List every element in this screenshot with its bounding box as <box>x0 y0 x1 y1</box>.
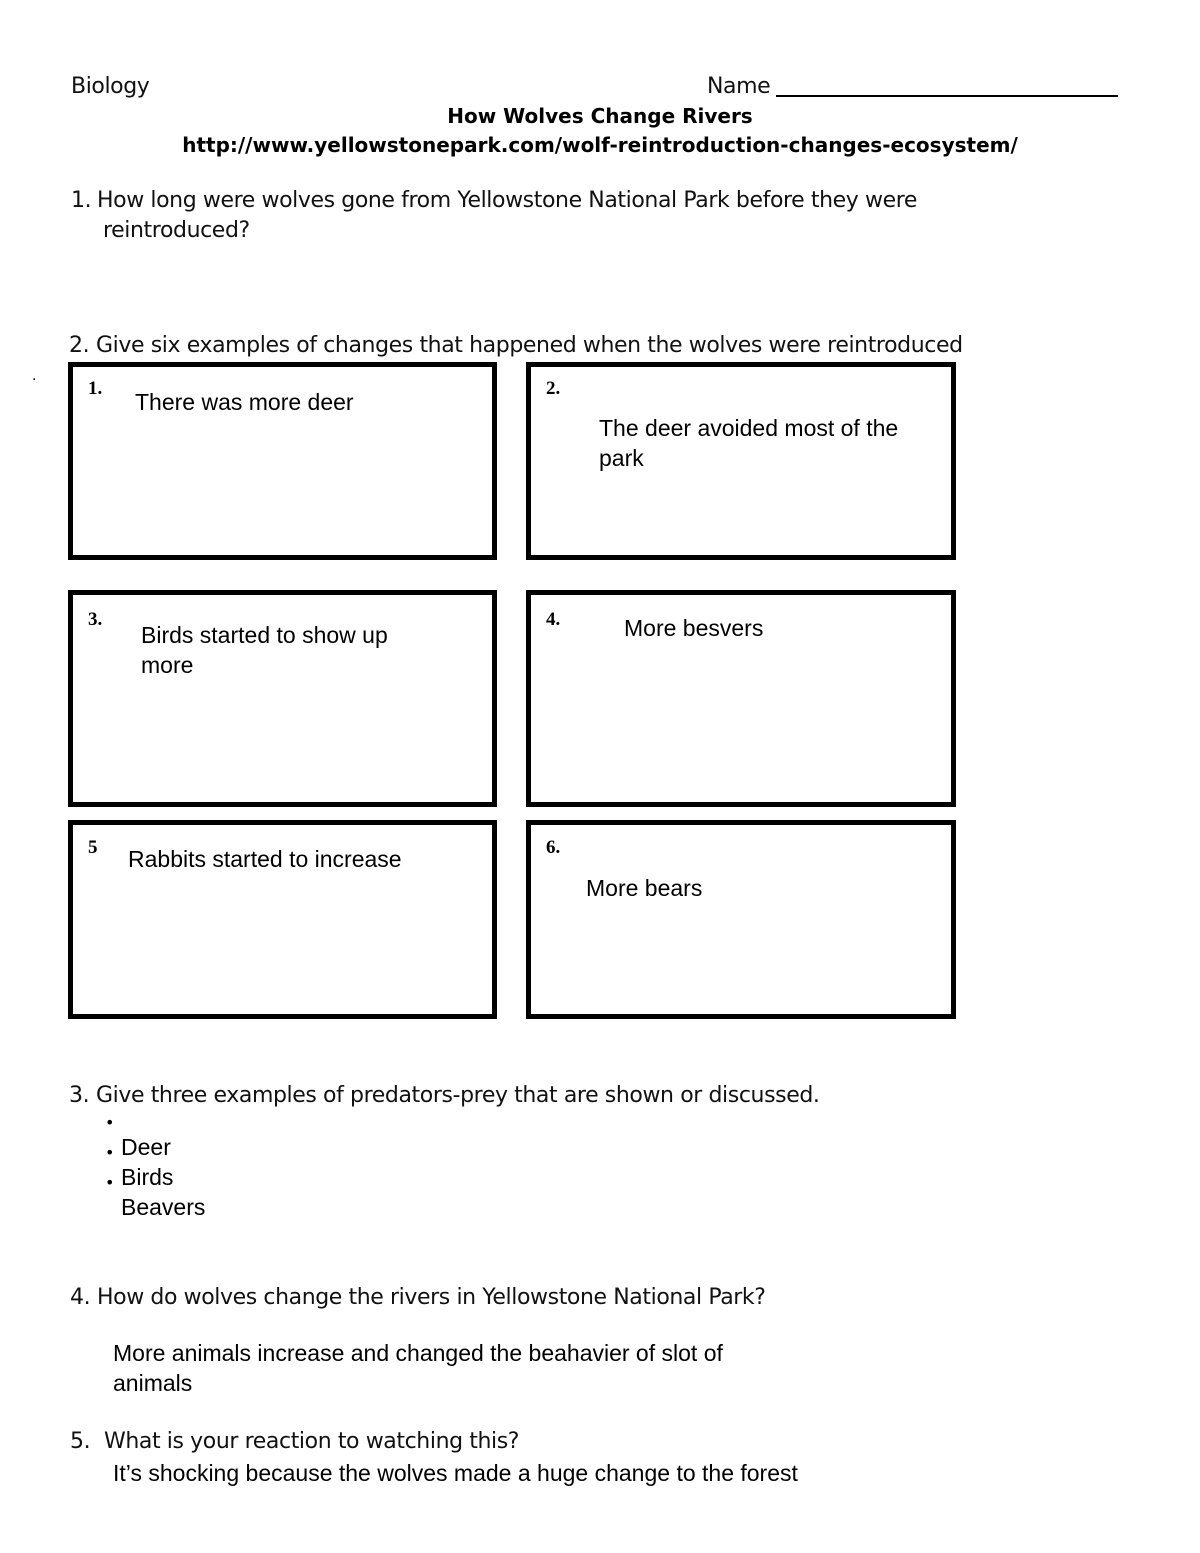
box-4-answer: More besvers <box>624 615 764 641</box>
box-2-answer: The deer avoided most of the park <box>599 415 899 471</box>
answer-box-6[interactable] <box>526 820 956 1019</box>
question-5-answer: It’s shocking because the wolves made a huge change to the forest <box>113 1460 798 1486</box>
answer-box-2[interactable] <box>526 362 956 560</box>
box-4-number: 4. <box>546 609 561 630</box>
question-1-line-2: reintroduced? <box>103 218 250 243</box>
predator-prey-answer-2: Birds <box>121 1164 174 1190</box>
question-2-number: 2. <box>69 333 90 358</box>
box-1-answer: There was more deer <box>135 389 354 415</box>
name-label: Name <box>707 74 771 99</box>
worksheet-title: How Wolves Change Rivers <box>447 104 753 128</box>
question-4-answer-line-1: More animals increase and changed the beahavier of slot of <box>113 1340 723 1366</box>
question-3-text: Give three examples of predators-prey that are shown or discussed. <box>96 1083 820 1108</box>
box-3-answer: Birds started to show up more <box>141 622 388 678</box>
question-1-line-1: How long were wolves gone from Yellowstone National Park before they were <box>97 188 918 213</box>
bullet-2: • <box>105 1143 115 1162</box>
answer-box-3[interactable] <box>68 590 497 807</box>
answer-box-1[interactable] <box>68 362 497 560</box>
answer-box-5[interactable] <box>68 820 497 1019</box>
question-1-number: 1. <box>71 188 92 213</box>
question-4-number: 4. <box>70 1285 91 1310</box>
box-2-number: 2. <box>546 378 561 399</box>
box-6-number: 6. <box>546 837 561 858</box>
box-5-number: 5 <box>88 837 98 858</box>
predator-prey-answer-3: Beavers <box>121 1194 206 1220</box>
box-5-answer: Rabbits started to increase <box>128 846 402 872</box>
question-5-number: 5. <box>70 1429 91 1454</box>
box-3-number: 3. <box>88 609 103 630</box>
question-3-number: 3. <box>69 1083 90 1108</box>
question-4-answer-line-2: animals <box>113 1370 193 1396</box>
question-2-text: Give six examples of changes that happened when the wolves were reintroduced <box>96 333 963 358</box>
box-1-number: 1. <box>88 378 103 399</box>
stray-mark: . <box>32 368 37 384</box>
source-url: http://www.yellowstonepark.com/wolf-reintroduction-changes-ecosystem/ <box>182 133 1018 157</box>
question-4-text: How do wolves change the rivers in Yellowstone National Park? <box>97 1285 766 1310</box>
bullet-1: • <box>105 1113 115 1132</box>
course-label: Biology <box>71 74 150 99</box>
bullet-3: • <box>105 1173 115 1192</box>
predator-prey-answer-1: Deer <box>121 1134 171 1160</box>
name-field[interactable] <box>776 95 1118 97</box>
question-5-text: What is your reaction to watching this? <box>104 1429 520 1454</box>
box-6-answer: More bears <box>586 875 703 901</box>
answer-box-4[interactable] <box>526 590 956 807</box>
